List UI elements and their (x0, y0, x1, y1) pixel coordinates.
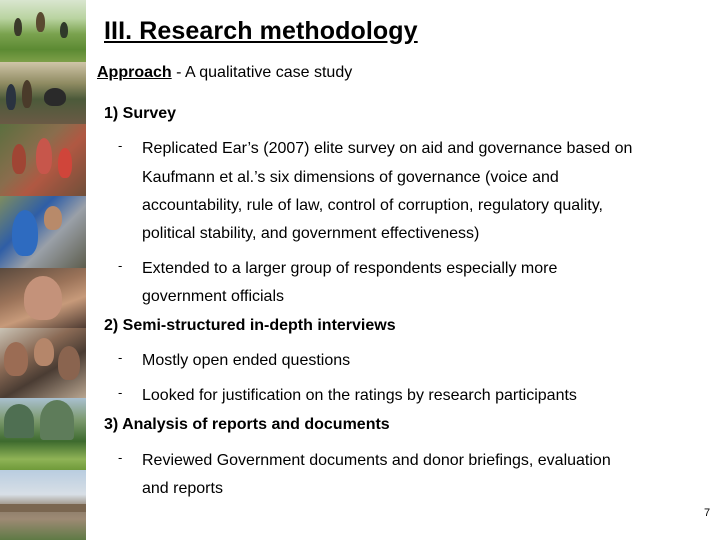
bullet-text-line: Reviewed Government documents and donor briefings, evaluation (142, 452, 611, 469)
slide-title: III. Research methodology (104, 17, 418, 45)
bullet-text-line: Mostly open ended questions (142, 352, 351, 369)
page-number: 7 (704, 507, 711, 519)
section-heading-survey: 1) Survey (104, 105, 177, 122)
approach-label: Approach (97, 64, 172, 81)
photo-portrait-woman (0, 268, 86, 328)
bullet-text-line: Extended to a larger group of respondents especially more (142, 260, 558, 277)
photo-village-crowd (0, 62, 86, 124)
bullet-text-line: Kaufmann et al.’s six dimensions of governance (voice and (142, 169, 559, 186)
bullet-text-line: Looked for justification on the ratings by research participants (142, 387, 577, 404)
photo-strip (0, 0, 86, 540)
bullet-text-line: and reports (142, 480, 223, 497)
section-heading-interviews: 2) Semi-structured in-depth interviews (104, 317, 396, 334)
bullet-text-line: government officials (142, 288, 284, 305)
bullet-marker: - (118, 385, 123, 400)
photo-family-group (0, 124, 86, 196)
section-heading-analysis: 3) Analysis of reports and documents (104, 416, 390, 433)
photo-women-group (0, 328, 86, 398)
bullet-text-line: Replicated Ear’s (2007) elite survey on aid and governance based on (142, 140, 633, 157)
photo-rice-field-workers (0, 0, 86, 62)
bullet-marker: - (118, 350, 123, 365)
approach-text: - A qualitative case study (171, 64, 353, 81)
bullet-marker: - (118, 138, 123, 153)
photo-karst-landscape (0, 398, 86, 470)
bullet-marker: - (118, 450, 123, 465)
bridge-shape (0, 504, 86, 512)
bullet-text-line: political stability, and government effectiveness) (142, 225, 480, 242)
bullet-marker: - (118, 258, 123, 273)
bullet-text-line: accountability, rule of law, control of corruption, regulatory quality, (142, 197, 603, 214)
photo-woman-with-child (0, 196, 86, 268)
approach-line (97, 64, 352, 82)
